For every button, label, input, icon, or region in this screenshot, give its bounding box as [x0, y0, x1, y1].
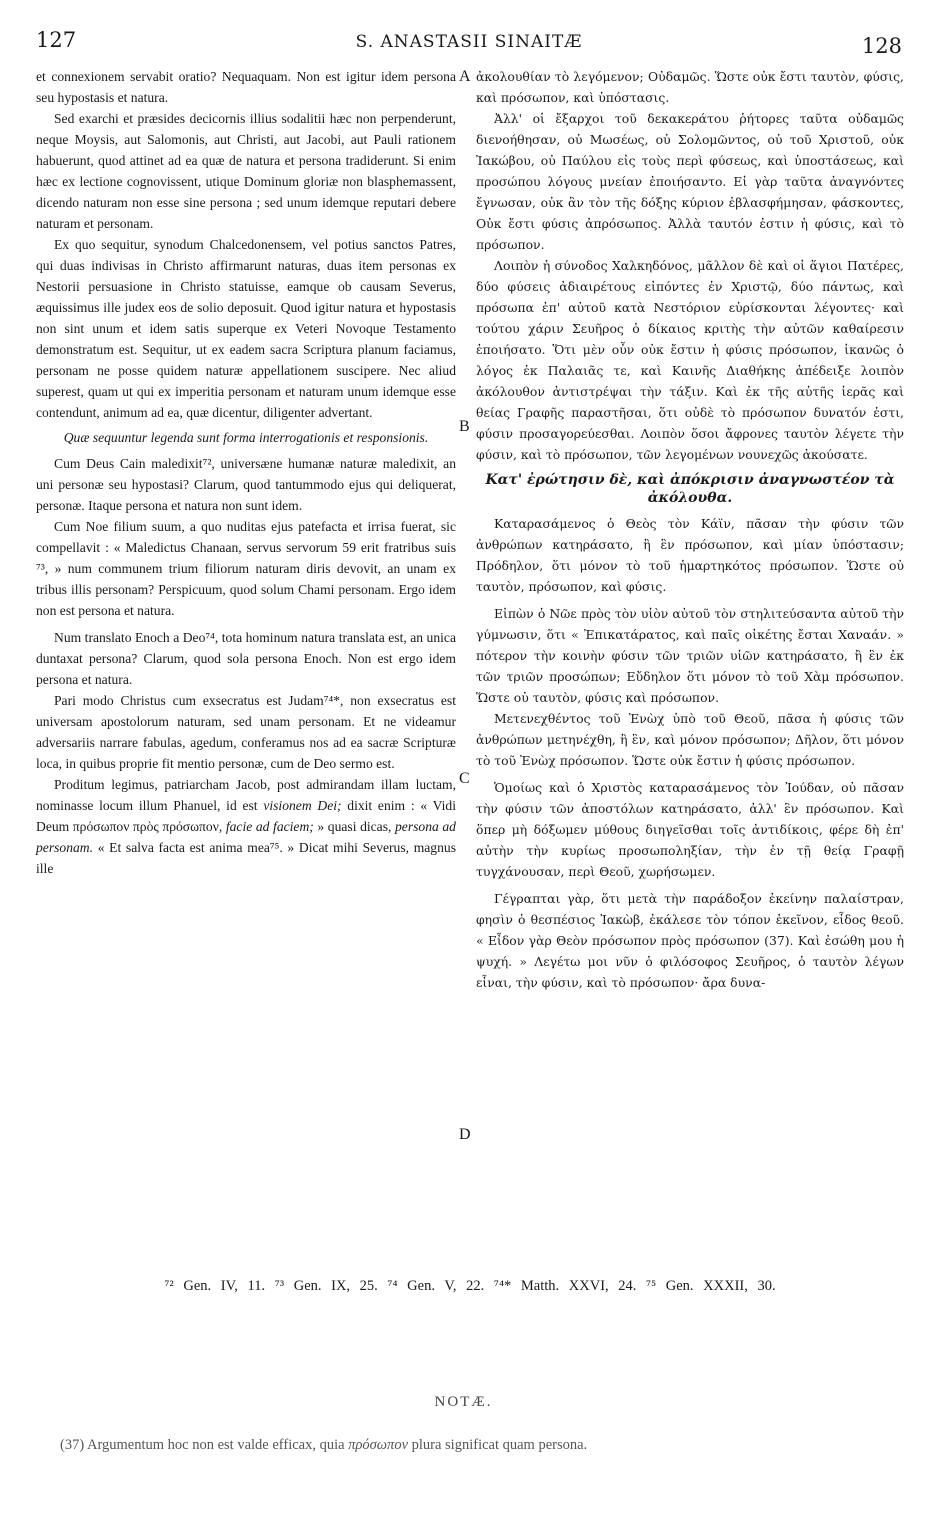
- latin-column: [36, 66, 456, 879]
- latin-paragraph: et connexionem servabit oratio? Nequaquam. Non est igitur idem persona seu hypostasis et natura.: [36, 69, 456, 105]
- italic-run: facie ad faciem;: [225, 819, 314, 834]
- greek-paragraph: Καταρασάμενος ὁ Θεὸς τὸν Κάϊν, πᾶσαν τὴν φύσιν τῶν ἀνθρώπων κατηράσατο, ἢ ἓν πρόσωπον, καὶ μίαν ὑπόστασιν; Πρόδηλον, ὅτι μόνον τὸ τοῦ ἡμαρτηκότος πρόσωπον. Ὥστε οὐ ταυτὸν, πρόσωπον, καὶ φύσις.: [476, 516, 904, 594]
- text-run: » quasi dicas,: [317, 819, 392, 834]
- greek-paragraph: Εἰπὼν ὁ Νῶε πρὸς τὸν υἱὸν αὐτοῦ τὸν στηλιτεύσαντα αὐτοῦ τὴν γύμνωσιν, ὅτι « Ἐπικατάρατος, καὶ παῖς οἰκέτης ἔσται Χαναάν. » πότερον τὴν κοινὴν φύσιν τῶν τριῶν υἱῶν κατηράσατο, ἢ ἓν ἐκ τῶν τριῶν προσώπων; Εὔδηλον ὅτι μόνον τὸ τοῦ Χὰμ πρόσωπον. Ὥστε οὐ ταυτὸν, φύσις καὶ πρόσωπον.: [476, 606, 904, 705]
- margin-marker-a: A: [459, 68, 471, 85]
- latin-paragraph: Pari modo Christus cum exsecratus est Judam⁷⁴*, non exsecratus est universam apostolorum naturam, sed unam personam. Et ne videamur adversariis narrare fabulas, agedum, conferamus nos ad ea sacræ Scripturæ loca, in quibus proprie fit mentio personæ, cum de Deo sermo est.: [36, 693, 456, 771]
- latin-section-heading: Quæ sequuntur legenda sunt forma interrogationis et responsionis.: [63, 430, 429, 445]
- note-37: [60, 1437, 890, 1454]
- greek-column: [476, 66, 904, 993]
- greek-paragraph: Λοιπὸν ἡ σύνοδος Χαλκηδόνος, μᾶλλον δὲ καὶ οἱ ἅγιοι Πατέρες, δύο φύσεις ἀδιαιρέτους εἰπόντες ἐν Χριστῷ, δύο πάντως, καὶ πρόσωπα ἐπ' αὐτοῦ κατὰ Νεστόριον εὑρίσκονται λέγοντες· καὶ τούτου χάριν Σευῆρος ὁ δίκαιος κριτὴς τὴν αὐτῶν καθαίρεσιν ἐποιήσατο. Ὅτι μὲν οὖν οὐκ ἔστιν ἡ φύσις πρόσωπον, ἱκανῶς ὁ λόγος ἐκ Παλαιᾶς τε, καὶ Καινῆς Διαθήκης ἀπέδειξε λοιπὸν ἀκόλουθον ἀντιστρέψαι τὴν τάξιν. Καὶ ἐκ τῆς αὐτῆς ἱερᾶς καὶ θείας Γραφῆς παραστῆσαι, ὅτι οὐδὲ τὸ πρόσωπον δυνατόν ἐστι, φύσιν προσαγορεύεσθαι. Λοιπὸν ὅσοι ἄφρονες ταυτὸν λέγετε τὴν φύσιν, καὶ τὸ πρόσωπον, τῶν λεγομένων νουνεχῶς ἀκούσατε.: [476, 258, 904, 462]
- greek-paragraph: ἀκολουθίαν τὸ λεγόμενον; Οὐδαμῶς. Ὥστε οὐκ ἔστι ταυτὸν, φύσις, καὶ πρόσωπον, καὶ ὑπόστασις.: [476, 69, 904, 105]
- latin-paragraph: [36, 774, 456, 879]
- notes-title: NOTÆ.: [434, 1394, 493, 1410]
- greek-paragraph: Ἀλλ' οἱ ἔξαρχοι τοῦ δεκακεράτου ῥήτορες ταῦτα οὐδαμῶς διενοήθησαν, οὐ Μωσέως, οὐ Σολομῶντος, οὐ τοῦ Χριστοῦ, οὐκ Ἰακώβου, οὐ Παύλου εἰς τοὺς περὶ φύσεως, καὶ ὑποστάσεως, καὶ προσώπου λόγους μνείαν ἐποιήσαντο. Εἰ γὰρ ταῦτα ἀναγνόντες ἔγνωσαν, οὐκ ἂν τὸν τῆς δόξης κύριον ἐβλασφήμησαν, φάσκοντες, Οὐκ ἔστι φύσις ἀπρόσωπος. Ἀλλὰ ταυτόν ἐστιν ἡ φύσις, καὶ τὸ πρόσωπον.: [476, 111, 904, 252]
- greek-paragraph: Γέγραπται γὰρ, ὅτι μετὰ τὴν παράδοξον ἐκείνην παλαίστραν, φησὶν ὁ θεσπέσιος Ἰακὼβ, ἐκάλεσε τὸν τόπον ἐκεῖνον, εἶδος θεοῦ. « Εἶδον γὰρ Θεὸν πρόσωπον πρὸς πρόσωπον (37). Καὶ ἐσώθη μου ἡ ψυχή. » Λεγέτω μοι νῦν ὁ φιλόσοφος Σευῆρος, ὁ ταυτὸν λέγων εἶναι, τὴν φύσιν, καὶ τὸ πρόσωπον· ἄρα δυνα-: [476, 891, 904, 990]
- latin-paragraph: Sed exarchi et præsides decicornis illius sodalitii hæc non perpenderunt, neque Moysis, aut Salomonis, aut Christi, aut Jacobi, aut Pauli rationem habuerunt, quod attinet ad ea quæ de natura et persona tradiderunt. Si enim hæc ex lectione cognovissent, utique Dominum gloriæ non blasphemassent, dicendo naturam non esse sine persona ; sed unum idemque reputari debere naturam et personam.: [36, 111, 456, 231]
- italic-run: persona ad personam.: [36, 819, 456, 855]
- latin-paragraph: Cum Deus Cain maledixit⁷², universæne humanæ naturæ maledixit, an uni personæ seu hypostasi? Clarum, quod tantummodo ejus qui deliquerat, personæ. Itaque persona et natura non sunt idem.: [36, 456, 456, 513]
- margin-marker-d: D: [459, 1126, 471, 1143]
- text-run: dixit enim : « Vidi Deum πρόσωπον πρὸς πρόσωπον,: [36, 798, 456, 834]
- latin-paragraph: Ex quo sequitur, synodum Chalcedonensem, vel potius sanctos Patres, qui duas indivisas in Christo affirmarunt naturas, duas item personas ex Nestorii persuasione in Christo statuisse, eamque ob causam Severus, æquissimus ille judex eos de solio deposuit. Quod igitur natura et hypostasis non sint unum et idem satis superque ex Veteri Novoque Testamento demonstratum est. Sequitur, ut ex eadem sacra Scriptura planum faciamus, personam ne posse quidem naturæ appellationem suscipere. Nec aliud superest, quam ut qui ex imperitia personam et naturam unum idemque esse contendunt, animum ad ea, quæ dicentur, diligenter advertant.: [36, 237, 456, 420]
- text-run: (37) Argumentum hoc non est valde efficax, quia: [60, 1437, 345, 1453]
- text-run: « Et salva facta est anima mea⁷⁵. » Dicat mihi Severus, magnus ille: [36, 840, 456, 876]
- greek-paragraph: Ὁμοίως καὶ ὁ Χριστὸς καταρασάμενος τὸν Ἰούδαν, οὐ πᾶσαν τὴν φύσιν τῶν ἀποστόλων κατηράσατο, ἀλλ' ἓν πρόσωπον. Καὶ ὅπερ μὴ δόξωμεν μύθους διηγεῖσθαι τοῖς ἀντιδίκοις, φέρε δὴ ἐπ' αὐτὴν τὴν κυρίως προσωποληξίαν, τὴν ἐν τῇ θείᾳ Γραφῇ τυγχάνουσαν, περὶ Θεοῦ, χωρήσωμεν.: [476, 780, 904, 879]
- greek-section-heading: Κατ' ἐρώτησιν δὲ, καὶ ἀπόκρισιν ἀναγνωστέον τὰ ἀκόλουθα.: [485, 472, 895, 506]
- page-number-right: 128: [861, 34, 902, 58]
- text-run: Proditum legimus, patriarcham Jacob, post admirandam illam luctam, nominasse locum illum Phanuel, id est: [36, 777, 456, 813]
- latin-paragraph: Num translato Enoch a Deo⁷⁴, tota hominum natura translata est, an unica duntaxat persona? Clarum, quod sola persona Enoch. Non est ergo idem persona et natura.: [36, 630, 456, 687]
- italic-run: visionem Dei;: [263, 798, 342, 813]
- margin-marker-c: C: [459, 770, 470, 787]
- italic-run: πρόσωπον: [348, 1437, 408, 1453]
- page-number-left: 127: [36, 28, 77, 52]
- margin-marker-b: B: [459, 418, 470, 435]
- footnotes: ⁷² Gen. IV, 11. ⁷³ Gen. IX, 25. ⁷⁴ Gen. V, 22. ⁷⁴* Matth. XXVI, 24. ⁷⁵ Gen. XXXII, 30.: [164, 1278, 776, 1294]
- greek-paragraph: Μετενεχθέντος τοῦ Ἐνὼχ ὑπὸ τοῦ Θεοῦ, πᾶσα ἡ φύσις τῶν ἀνθρώπων μετηνέχθη, ἢ ἓν, καὶ μόνον πρόσωπον; Δῆλον, ὅτι μόνον τὸ τοῦ Ἐνὼχ πρόσωπον. Ὥστε οὐκ ἔστιν ἡ φύσις πρόσωπον.: [476, 711, 904, 768]
- page-header: [36, 28, 902, 58]
- running-title: S. ANASTASII SINAITÆ: [355, 32, 583, 52]
- latin-paragraph: Cum Noe filium suum, a quo nuditas ejus patefacta et irrisa fuerat, sic compellavit : « Maledictus Chanaan, servus servorum 59 erit fratribus suis ⁷³, » num communem trium filiorum naturam diris devovit, an unam ex tribus illis personam? Perspicuum, quod solum Chami personam. Ergo idem non est persona et natura.: [36, 519, 456, 618]
- text-run: plura significat quam persona.: [411, 1437, 588, 1453]
